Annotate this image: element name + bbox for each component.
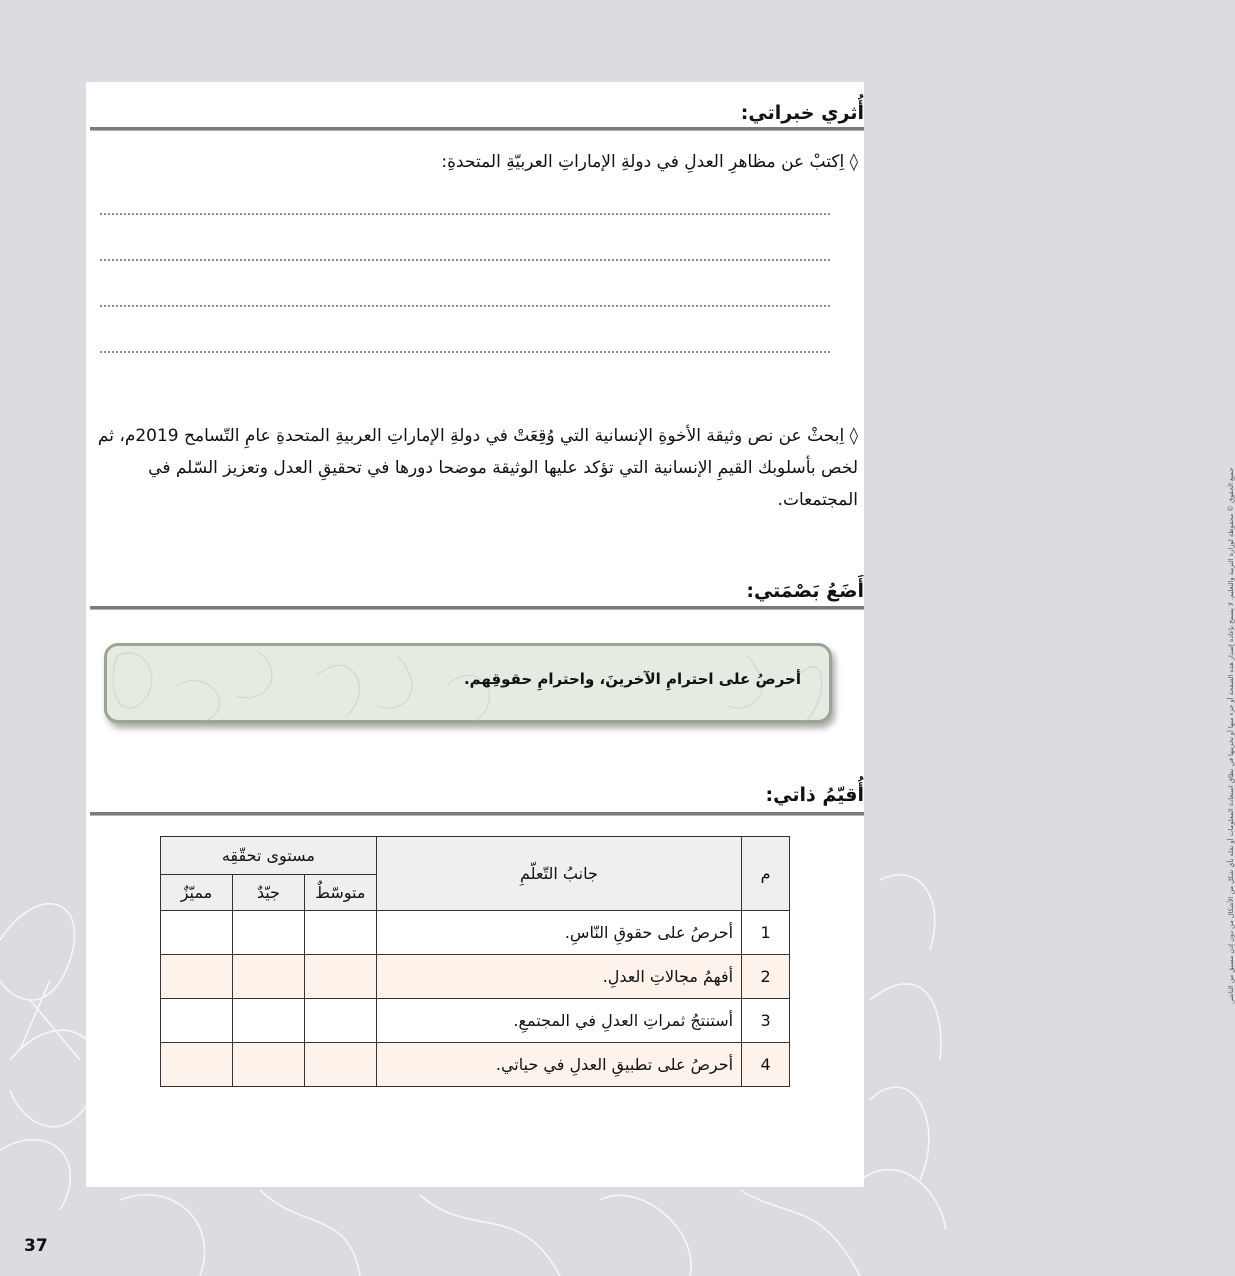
prompt-research: ◊ اِبحثْ عن نص وثيقة الأخوةِ الإنسانية التي وُقِعَتْ في دولةِ الإماراتِ العربيةِ المتحدةِ عامِ التّسامح 2019م، ثم لخص بأسلوبك القيمِ الإنسانية التي تؤكد عليها الوثيقة موضحا دورها في تحقيقِ العدل وتعزيز السّلم في المجتمعات. <box>97 426 858 510</box>
header-achievement-level: مستوى تحقّقِه <box>161 837 377 875</box>
section-divider <box>90 606 864 610</box>
rating-cell-good[interactable] <box>232 999 304 1043</box>
rating-cell-excellent[interactable] <box>161 955 233 999</box>
callout-text: أحرصُ على احترامِ الآخرينَ، واحترامِ حقوقِهم. <box>463 670 801 688</box>
row-number: 4 <box>742 1043 790 1087</box>
row-number: 3 <box>742 999 790 1043</box>
table-row <box>161 955 790 999</box>
rating-cell-good[interactable] <box>232 911 304 955</box>
rating-cell-excellent[interactable] <box>161 1043 233 1087</box>
rating-cell-average[interactable] <box>304 911 376 955</box>
prompt-write: ◊ اِكتبْ عن مظاهرِ العدلِ في دولةِ الإماراتِ العربيّةِ المتحدةِ: <box>441 152 858 172</box>
header-level-average: متوسّطٌ <box>304 875 376 911</box>
header-learning-aspect: جانبُ التّعلّمِ <box>376 837 741 911</box>
section-divider <box>90 127 864 131</box>
section-title-enrich: أُثري خبراتي: <box>740 102 864 124</box>
rating-cell-average[interactable] <box>304 999 376 1043</box>
row-statement: أستنتجُ ثمراتِ العدلِ في المجتمعِ. <box>376 999 741 1043</box>
row-statement: أحرصُ على تطبيقِ العدلِ في حياتي. <box>376 1043 741 1087</box>
rating-cell-good[interactable] <box>232 955 304 999</box>
answer-line[interactable] <box>100 305 830 309</box>
row-number: 1 <box>742 911 790 955</box>
copyright-note: جميع الحقوق © محفوظة لوزارة التربية والتعليم. لا يسمح بإعادة إصدار هذه الصفحة أو جزء منها أو تخزينها في نطاق استعادة المعلومات أو نقله بأي شكل من الأشكال من دون إذن مسبق من الناشر. <box>1227 467 1235 1005</box>
rating-cell-excellent[interactable] <box>161 911 233 955</box>
row-statement: أفهمُ مجالاتِ العدلِ. <box>376 955 741 999</box>
header-number: م <box>742 837 790 911</box>
answer-line[interactable] <box>100 351 830 355</box>
answer-line[interactable] <box>100 213 830 217</box>
header-level-good: جيّدٌ <box>232 875 304 911</box>
rating-cell-good[interactable] <box>232 1043 304 1087</box>
table-row <box>161 911 790 955</box>
section-title-imprint: أَضَعُ بَصْمَتي: <box>746 580 864 602</box>
imprint-callout <box>104 643 832 723</box>
self-assessment-table <box>160 836 790 1087</box>
row-number: 2 <box>742 955 790 999</box>
answer-line[interactable] <box>100 259 830 263</box>
header-level-excellent: مميّزٌ <box>161 875 233 911</box>
table-row <box>161 1043 790 1087</box>
page-number: 37 <box>24 1236 48 1256</box>
worksheet-page <box>86 82 864 1187</box>
rating-cell-average[interactable] <box>304 1043 376 1087</box>
section-title-self-assess: أُقيّمُ ذاتي: <box>765 784 864 806</box>
section-divider <box>90 812 864 816</box>
row-statement: أحرصُ على حقوقِ النّاسِ. <box>376 911 741 955</box>
rating-cell-average[interactable] <box>304 955 376 999</box>
rating-cell-excellent[interactable] <box>161 999 233 1043</box>
table-row <box>161 999 790 1043</box>
